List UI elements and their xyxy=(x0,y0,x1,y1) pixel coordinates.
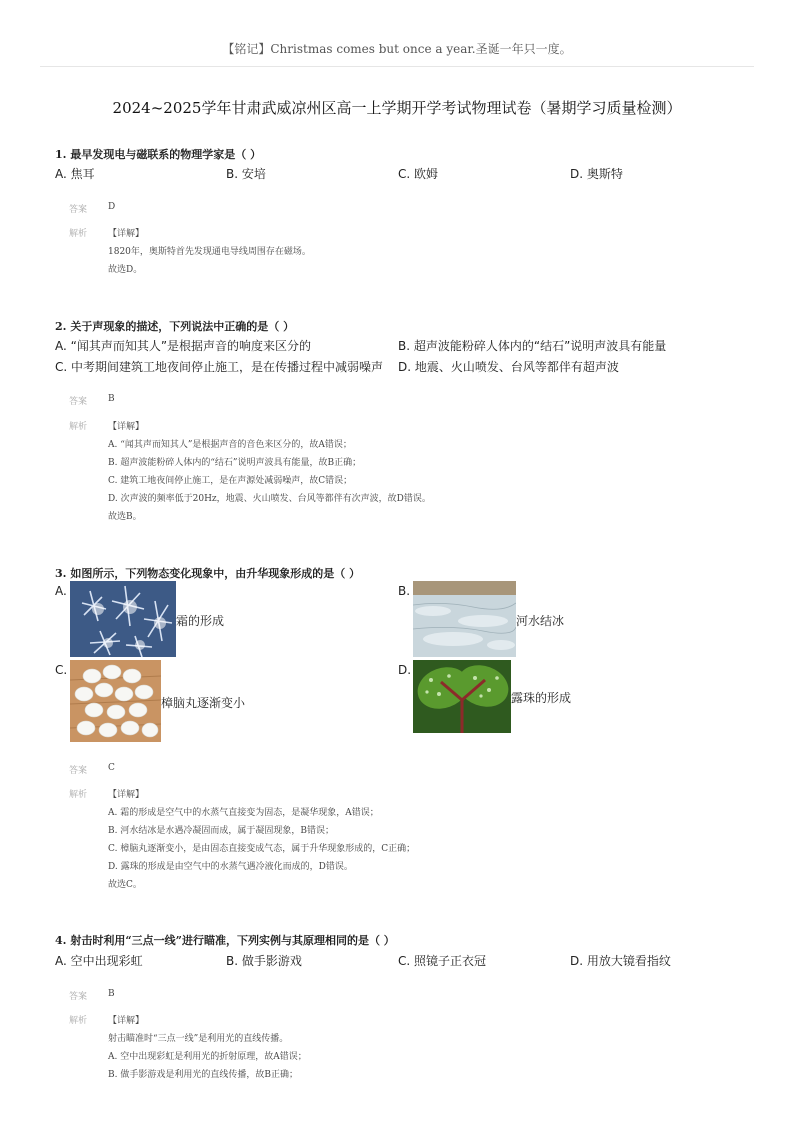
q2-explanation-line: A. “闻其声而知其人”是根据声音的音色来区分的，故A错误； xyxy=(108,440,352,450)
q4-answer-label: 答案 xyxy=(69,992,88,1002)
q4-option-d: D. 用放大镜看指纹 xyxy=(570,954,671,968)
q1-option-c: C. 欧姆 xyxy=(398,167,439,181)
q3-answer: C xyxy=(108,763,115,773)
q4-explanation-line: 射击瞄准时“三点一线”是利用光的直线传播。 xyxy=(108,1034,289,1044)
q2-analysis-label: 解析 xyxy=(69,422,88,432)
q1-analysis-label: 解析 xyxy=(69,229,88,239)
question-1-stem: 1. 最早发现电与磁联系的物理学家是（ ） xyxy=(55,148,262,161)
q4-detail-label: 【详解】 xyxy=(108,1016,145,1026)
q3-detail-label: 【详解】 xyxy=(108,790,145,800)
q2-detail-label: 【详解】 xyxy=(108,422,145,432)
q1-explanation-line: 故选D。 xyxy=(108,265,143,275)
q3-option-c-caption: 樟脑丸逐渐变小 xyxy=(161,696,246,710)
q3-option-a-letter: A. xyxy=(55,584,67,598)
q4-option-b: B. 做手影游戏 xyxy=(226,954,302,968)
q3-option-a-caption: 霜的形成 xyxy=(176,614,225,628)
q4-analysis-label: 解析 xyxy=(69,1016,88,1026)
q1-option-d: D. 奥斯特 xyxy=(570,167,623,181)
q4-explanation-line: A. 空中出现彩虹是利用光的折射原理，故A错误； xyxy=(108,1052,307,1062)
page-title: 2024~2025学年甘肃武威凉州区高一上学期开学考试物理试卷（暑期学习质量检测） xyxy=(112,99,682,117)
q1-option-b: B. 安培 xyxy=(226,167,266,181)
q2-answer-label: 答案 xyxy=(69,397,88,407)
frost-image xyxy=(70,581,176,657)
q1-explanation-line: 1820年，奥斯特首先发现通电导线周围存在磁场。 xyxy=(108,247,311,257)
q3-explanation-line: C. 樟脑丸逐渐变小，是由固态直接变成气态，属于升华现象形成的，C正确； xyxy=(108,844,416,854)
q1-detail-label: 【详解】 xyxy=(108,229,145,239)
q3-explanation-line: B. 河水结冰是水遇冷凝固而成，属于凝固现象，B错误； xyxy=(108,826,334,836)
motto: 【铭记】Christmas comes but once a year.圣诞一年只一度。 xyxy=(222,42,572,56)
frozen-river-image xyxy=(413,581,516,657)
q3-explanation-line: A. 霜的形成是空气中的水蒸气直接变为固态，是凝华现象，A错误； xyxy=(108,808,379,818)
q2-answer: B xyxy=(108,394,115,404)
q2-explanation-line: D. 次声波的频率低于20Hz，地震、火山喷发、台风等都伴有次声波，故D错误。 xyxy=(108,494,431,504)
q1-answer: D xyxy=(108,202,116,212)
q4-option-c: C. 照镜子正衣冠 xyxy=(398,954,487,968)
q4-option-a: A. 空中出现彩虹 xyxy=(55,954,143,968)
q3-analysis-label: 解析 xyxy=(69,790,88,800)
q1-answer-label: 答案 xyxy=(69,205,88,215)
q4-explanation-line: B. 做手影游戏是利用光的直线传播，故B正确； xyxy=(108,1070,298,1080)
q2-explanation-line: B. 超声波能粉碎人体内的“结石”说明声波具有能量，故B正确； xyxy=(108,458,362,468)
q3-option-b-caption: 河水结冰 xyxy=(516,614,565,628)
q2-option-c: C. 中考期间建筑工地夜间停止施工，是在传播过程中减弱噪声 xyxy=(55,360,384,374)
question-2-stem: 2. 关于声现象的描述，下列说法中正确的是（ ） xyxy=(55,320,295,333)
dew-leaf-image xyxy=(413,660,511,733)
q3-option-b-letter: B. xyxy=(398,584,411,598)
q2-option-a: A. “闻其声而知其人”是根据声音的响度来区分的 xyxy=(55,339,312,353)
camphor-balls-image xyxy=(70,660,161,742)
question-4-stem: 4. 射击时利用“三点一线”进行瞄准，下列实例与其原理相同的是（ ） xyxy=(55,934,395,947)
q3-option-d-caption: 露珠的形成 xyxy=(511,691,572,705)
q3-answer-label: 答案 xyxy=(69,766,88,776)
q2-option-d: D. 地震、火山喷发、台风等都伴有超声波 xyxy=(398,360,619,374)
q2-explanation-line: 故选B。 xyxy=(108,512,142,522)
motto-divider xyxy=(40,66,754,67)
q3-option-d-letter: D. xyxy=(398,663,412,677)
q2-option-b: B. 超声波能粉碎人体内的“结石”说明声波具有能量 xyxy=(398,339,667,353)
q3-option-c-letter: C. xyxy=(55,663,68,677)
question-3-stem: 3. 如图所示，下列物态变化现象中，由升华现象形成的是（ ） xyxy=(55,567,361,580)
q1-option-a: A. 焦耳 xyxy=(55,167,95,181)
q4-answer: B xyxy=(108,989,115,999)
q3-explanation-line: D. 露珠的形成是由空气中的水蒸气遇冷液化而成的，D错误。 xyxy=(108,862,353,872)
q2-explanation-line: C. 建筑工地夜间停止施工，是在声源处减弱噪声，故C错误； xyxy=(108,476,353,486)
q3-explanation-line: 故选C。 xyxy=(108,880,142,890)
